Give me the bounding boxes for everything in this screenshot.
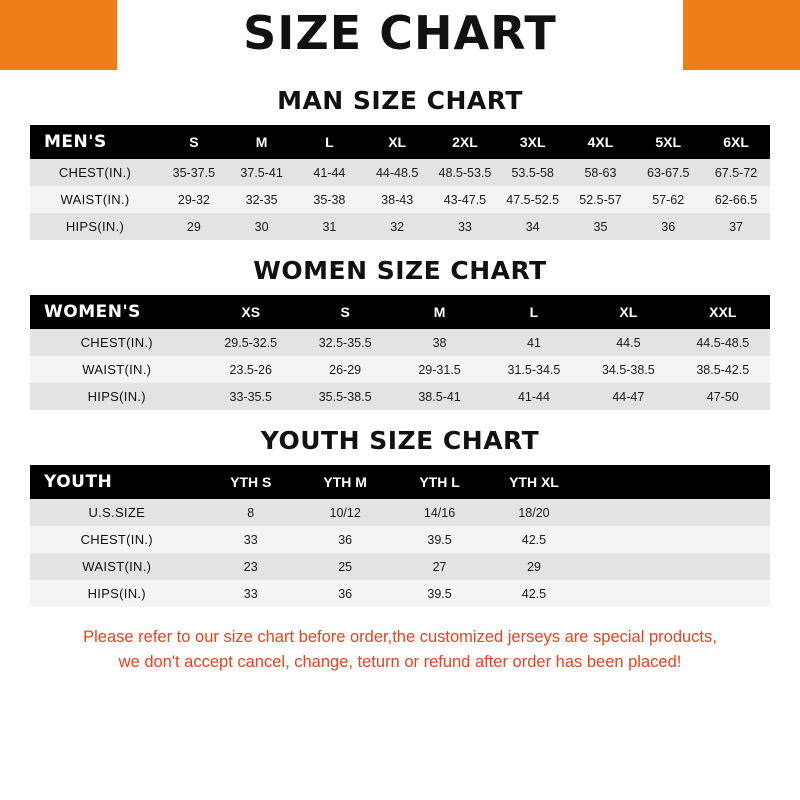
table-women-body (30, 329, 770, 410)
row-label-chest: CHEST(IN.) (30, 159, 160, 186)
cell: 41-44 (296, 159, 364, 186)
cell: 23 (204, 553, 298, 580)
cell: 34.5-38.5 (581, 356, 675, 383)
cell (581, 553, 675, 580)
cell: 67.5-72 (702, 159, 770, 186)
table-youth-head (30, 465, 770, 499)
col-header-2xl: 2XL (431, 125, 499, 159)
table-youth (30, 465, 770, 607)
col-header-yth-xl: YTH XL (487, 465, 581, 499)
cell: 53.5-58 (499, 159, 567, 186)
col-header-4xl: 4XL (567, 125, 635, 159)
cell (581, 580, 675, 607)
table-row (30, 295, 770, 329)
cell: 36 (634, 213, 702, 240)
cell: 25 (298, 553, 392, 580)
table-row (30, 553, 770, 580)
table-row (30, 213, 770, 240)
table-women-head (30, 295, 770, 329)
section-title-youth: YOUTH SIZE CHART (260, 426, 540, 455)
cell: 36 (298, 580, 392, 607)
col-header-xl: XL (581, 295, 675, 329)
cell: 39.5 (392, 526, 486, 553)
cell: 30 (228, 213, 296, 240)
cell: 48.5-53.5 (431, 159, 499, 186)
cell: 33-35.5 (204, 383, 298, 410)
cell: 44.5 (581, 329, 675, 356)
row-label-hips: HIPS(IN.) (30, 383, 204, 410)
col-header-m: M (392, 295, 486, 329)
cell: 29 (160, 213, 228, 240)
section-title-women: WOMEN SIZE CHART (253, 256, 547, 285)
col-header-empty-1 (581, 465, 675, 499)
table-row (30, 159, 770, 186)
cell: 8 (204, 499, 298, 526)
col-header-rowlabel: WOMEN'S (30, 295, 204, 329)
cell: 35-38 (296, 186, 364, 213)
row-label-hips: HIPS(IN.) (30, 580, 204, 607)
cell: 44-47 (581, 383, 675, 410)
section-man (0, 86, 800, 240)
cell: 44-48.5 (363, 159, 431, 186)
table-man-body (30, 159, 770, 240)
row-label-chest: CHEST(IN.) (30, 329, 204, 356)
row-label-waist: WAIST(IN.) (30, 186, 160, 213)
cell: 38.5-41 (392, 383, 486, 410)
footer-note-line-2: we don't accept cancel, change, teturn or refund after order has been placed! (118, 653, 682, 671)
header-banner-inner (117, 0, 683, 70)
col-header-5xl: 5XL (634, 125, 702, 159)
row-label-chest: CHEST(IN.) (30, 526, 204, 553)
table-row (30, 329, 770, 356)
table-man-head (30, 125, 770, 159)
col-header-xs: XS (204, 295, 298, 329)
table-row (30, 383, 770, 410)
cell (676, 553, 770, 580)
footer-note-line-1: Please refer to our size chart before order,the customized jerseys are special products, (83, 628, 717, 646)
cell: 35 (567, 213, 635, 240)
cell: 37 (702, 213, 770, 240)
cell (581, 526, 675, 553)
col-header-xl: XL (363, 125, 431, 159)
cell (581, 499, 675, 526)
col-header-yth-l: YTH L (392, 465, 486, 499)
cell: 29-31.5 (392, 356, 486, 383)
cell: 35-37.5 (160, 159, 228, 186)
row-label-us-size: U.S.SIZE (30, 499, 204, 526)
cell: 36 (298, 526, 392, 553)
row-label-waist: WAIST(IN.) (30, 553, 204, 580)
cell: 29.5-32.5 (204, 329, 298, 356)
col-header-yth-m: YTH M (298, 465, 392, 499)
cell: 23.5-26 (204, 356, 298, 383)
table-row (30, 465, 770, 499)
col-header-s: S (298, 295, 392, 329)
table-row (30, 580, 770, 607)
col-header-yth-s: YTH S (204, 465, 298, 499)
cell: 33 (431, 213, 499, 240)
col-header-l: L (487, 295, 581, 329)
cell: 62-66.5 (702, 186, 770, 213)
cell: 32-35 (228, 186, 296, 213)
cell: 42.5 (487, 526, 581, 553)
cell: 27 (392, 553, 486, 580)
col-header-l: L (296, 125, 364, 159)
table-row (30, 499, 770, 526)
col-header-s: S (160, 125, 228, 159)
cell: 47.5-52.5 (499, 186, 567, 213)
cell: 39.5 (392, 580, 486, 607)
cell: 31 (296, 213, 364, 240)
cell: 29-32 (160, 186, 228, 213)
cell: 14/16 (392, 499, 486, 526)
table-youth-body (30, 499, 770, 607)
cell: 33 (204, 580, 298, 607)
cell: 26-29 (298, 356, 392, 383)
cell: 38.5-42.5 (676, 356, 770, 383)
cell: 57-62 (634, 186, 702, 213)
cell: 44.5-48.5 (676, 329, 770, 356)
footer-note (0, 625, 800, 675)
table-row (30, 356, 770, 383)
cell: 47-50 (676, 383, 770, 410)
cell: 29 (487, 553, 581, 580)
col-header-rowlabel: YOUTH (30, 465, 204, 499)
cell (676, 526, 770, 553)
cell: 42.5 (487, 580, 581, 607)
cell: 63-67.5 (634, 159, 702, 186)
row-label-hips: HIPS(IN.) (30, 213, 160, 240)
cell: 34 (499, 213, 567, 240)
cell: 41-44 (487, 383, 581, 410)
table-row (30, 186, 770, 213)
row-label-waist: WAIST(IN.) (30, 356, 204, 383)
col-header-rowlabel: MEN'S (30, 125, 160, 159)
section-title-man: MAN SIZE CHART (277, 86, 523, 115)
cell: 38-43 (363, 186, 431, 213)
page-title: SIZE CHART (243, 6, 557, 60)
table-row (30, 526, 770, 553)
cell: 31.5-34.5 (487, 356, 581, 383)
cell: 38 (392, 329, 486, 356)
cell: 33 (204, 526, 298, 553)
cell: 32.5-35.5 (298, 329, 392, 356)
cell: 58-63 (567, 159, 635, 186)
section-youth (0, 426, 800, 607)
cell: 41 (487, 329, 581, 356)
cell: 10/12 (298, 499, 392, 526)
table-man (30, 125, 770, 240)
cell (676, 499, 770, 526)
cell (676, 580, 770, 607)
cell: 43-47.5 (431, 186, 499, 213)
col-header-empty-2 (676, 465, 770, 499)
col-header-6xl: 6XL (702, 125, 770, 159)
col-header-xxl: XXL (676, 295, 770, 329)
cell: 35.5-38.5 (298, 383, 392, 410)
cell: 32 (363, 213, 431, 240)
table-women (30, 295, 770, 410)
section-women (0, 256, 800, 410)
table-row (30, 125, 770, 159)
cell: 37.5-41 (228, 159, 296, 186)
col-header-3xl: 3XL (499, 125, 567, 159)
cell: 18/20 (487, 499, 581, 526)
cell: 52.5-57 (567, 186, 635, 213)
header-banner (0, 0, 800, 70)
col-header-m: M (228, 125, 296, 159)
